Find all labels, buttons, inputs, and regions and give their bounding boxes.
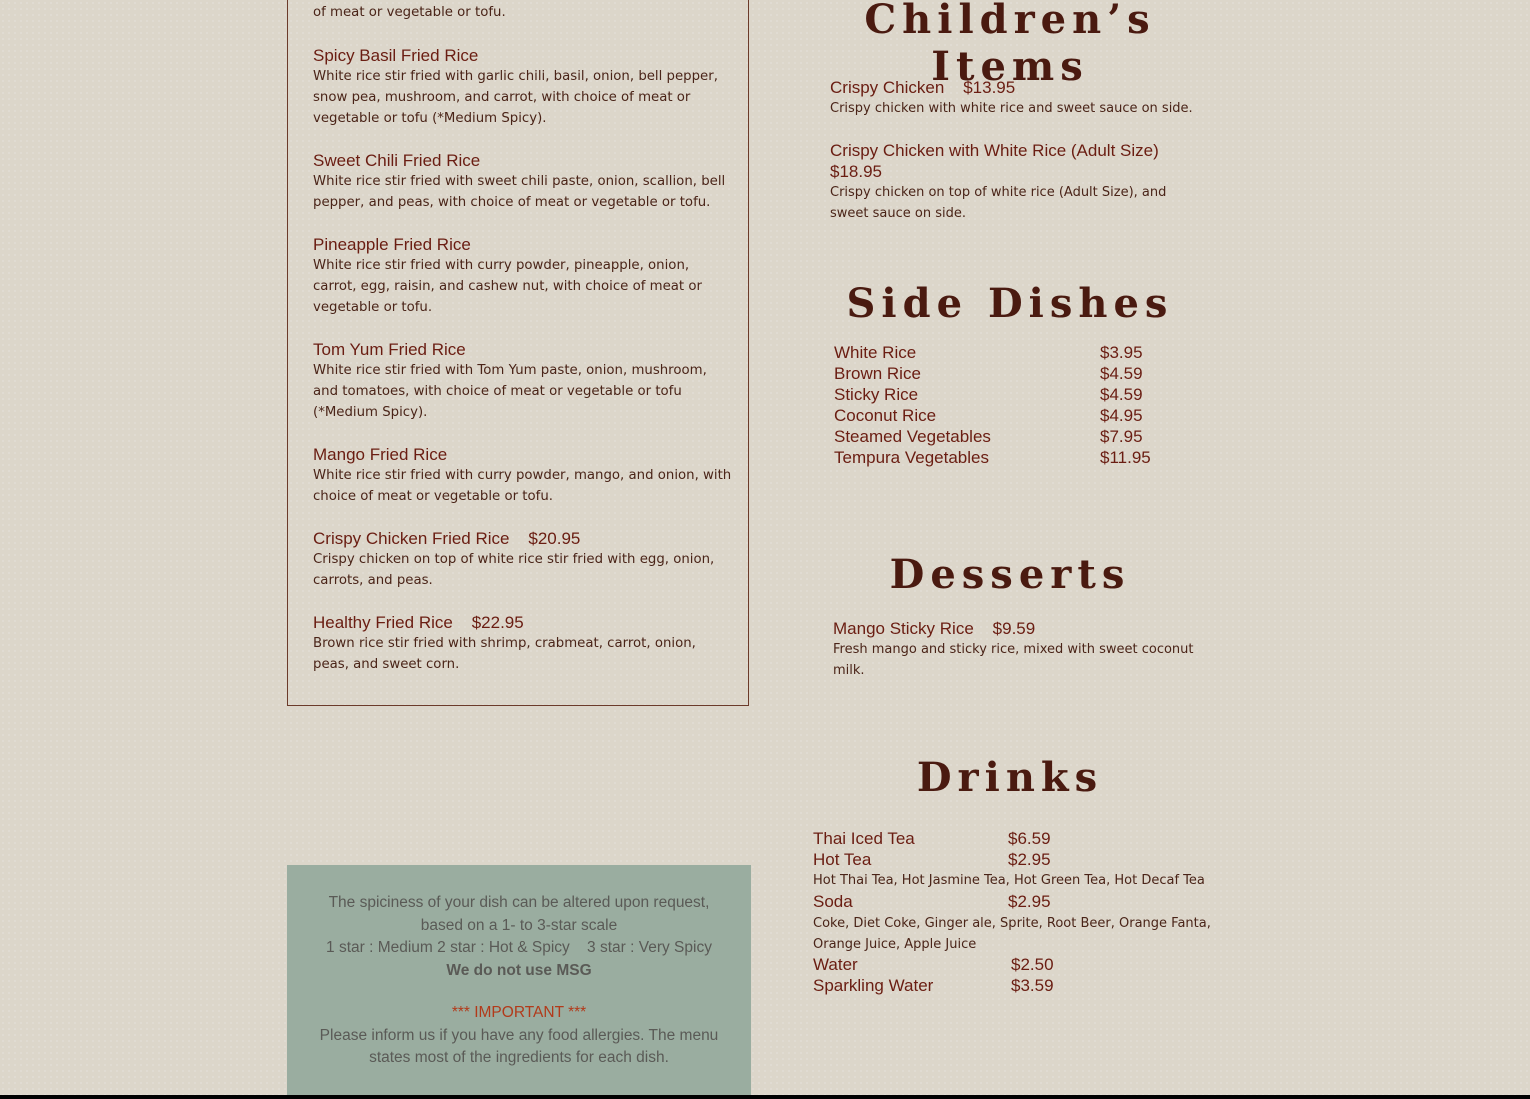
item-desc: White rice stir fried with sweet chili paste, onion, scallion, bell pepper, and peas, with choice of meat or vegetable or tofu. — [313, 174, 726, 210]
item-desc: White rice stir fried with curry powder, mango, and onion, with choice of meat or vegetable or tofu. — [313, 468, 732, 504]
side-price: $7.95 — [1100, 427, 1143, 446]
desserts-heading: Desserts — [889, 551, 1131, 598]
menu-item-mango-fried-rice — [313, 444, 733, 507]
kids-item-crispy-chicken-adult — [830, 140, 1200, 224]
drink-price: $2.50 — [1011, 955, 1054, 974]
important-label: *** IMPORTANT *** — [451, 1004, 587, 1021]
menu-item-spicy-basil — [313, 45, 733, 129]
drink-price: $2.95 — [1008, 850, 1051, 869]
side-name: Sticky Rice — [834, 385, 919, 404]
childrens-items-heading: Children’s Items — [864, 0, 1156, 90]
cut-item — [313, 2, 733, 23]
item-title: Mango Fried Rice — [313, 445, 448, 464]
item-title: Tom Yum Fried Rice — [313, 340, 466, 359]
side-dishes-heading: Side Dishes — [846, 280, 1174, 327]
spice-notice-box — [287, 865, 751, 1099]
menu-item-pineapple — [313, 234, 733, 318]
side-price: $4.59 — [1100, 364, 1143, 383]
drink-price: $2.95 — [1008, 892, 1051, 911]
hot-tea-desc: Hot Thai Tea, Hot Jasmine Tea, Hot Green Tea, Hot Decaf Tea — [813, 873, 1205, 888]
menu-item-crispy-chicken-fried-rice — [313, 528, 733, 591]
drink-name: Soda — [813, 892, 853, 911]
item-desc: White rice stir fried with Tom Yum paste, onion, mushroom, and tomatoes, with choice of meat or vegetable or tofu (*Medium Spicy). — [313, 363, 707, 420]
item-desc: White rice stir fried with curry powder, pineapple, onion, carrot, egg, raisin, and cashew nut, with choice of meat or vegetable or tofu. — [313, 258, 702, 315]
drink-price: $3.59 — [1011, 976, 1054, 995]
no-msg-note: We do not use MSG — [446, 961, 592, 979]
notice-line: The spiciness of your dish can be altered upon request, — [328, 894, 710, 911]
notice-line: based on a 1- to 3-star scale — [420, 916, 618, 934]
allergy-line: states most of the ingredients for each dish. — [369, 1049, 669, 1066]
drinks-heading: Drinks — [916, 754, 1104, 801]
soda-desc: Coke, Diet Coke, Ginger ale, Sprite, Root Beer, Orange Fanta, Orange Juice, Apple Juice — [813, 916, 1211, 952]
drink-name: Sparkling Water — [813, 976, 934, 995]
cut-item-desc: of meat or vegetable or tofu. — [313, 5, 506, 20]
drink-name: Water — [813, 955, 858, 974]
item-desc: Crispy chicken with white rice and sweet sauce on side. — [830, 101, 1193, 116]
side-name: Tempura Vegetables — [834, 448, 989, 467]
item-desc: Crispy chicken on top of white rice stir fried with egg, onion, carrots, and peas. — [313, 552, 715, 588]
side-name: Coconut Rice — [834, 406, 937, 425]
item-desc: Crispy chicken on top of white rice (Adult Size), and sweet sauce on side. — [830, 185, 1167, 221]
drink-name: Hot Tea — [813, 850, 872, 869]
bottom-border — [0, 1095, 1530, 1099]
drink-name: Thai Iced Tea — [813, 829, 915, 848]
allergy-line: Please inform us if you have any food allergies. The menu — [319, 1026, 719, 1044]
item-title: Crispy Chicken $13.95 — [830, 78, 1016, 97]
dessert-item-mango-sticky-rice — [833, 618, 1203, 681]
side-price: $11.95 — [1100, 448, 1151, 467]
menu-item-healthy-fried-rice — [313, 612, 733, 675]
item-title: Mango Sticky Rice $9.59 — [833, 619, 1036, 638]
item-title: Sweet Chili Fried Rice — [313, 151, 481, 170]
item-desc: Brown rice stir fried with shrimp, crabmeat, carrot, onion, peas, and sweet corn. — [313, 636, 696, 672]
side-price: $4.59 — [1100, 385, 1143, 404]
side-name: Brown Rice — [834, 364, 921, 383]
item-desc: White rice stir fried with garlic chili, basil, onion, bell pepper, snow pea, mushroom, and carrot, with choice of meat or vegetable or tofu (*Medium Spicy). — [313, 69, 718, 126]
side-price: $4.95 — [1100, 406, 1143, 425]
item-title: Pineapple Fried Rice — [313, 235, 471, 254]
side-name: White Rice — [834, 343, 917, 362]
item-title: Spicy Basil Fried Rice — [313, 46, 479, 65]
drink-price: $6.59 — [1008, 829, 1051, 848]
side-price: $3.95 — [1100, 343, 1143, 362]
menu-item-tom-yum — [313, 339, 733, 423]
item-title: Healthy Fried Rice $22.95 — [313, 613, 524, 632]
side-name: Steamed Vegetables — [834, 427, 991, 446]
notice-line: 1 star : Medium 2 star : Hot & Spicy 3 star : Very Spicy — [326, 939, 712, 956]
item-price: $18.95 — [830, 162, 882, 181]
item-title: Crispy Chicken Fried Rice $20.95 — [313, 529, 581, 548]
kids-item-crispy-chicken — [830, 77, 1200, 119]
menu-item-sweet-chili — [313, 150, 733, 213]
item-title: Crispy Chicken with White Rice (Adult Size) — [830, 141, 1159, 160]
item-desc: Fresh mango and sticky rice, mixed with sweet coconut milk. — [833, 642, 1194, 678]
